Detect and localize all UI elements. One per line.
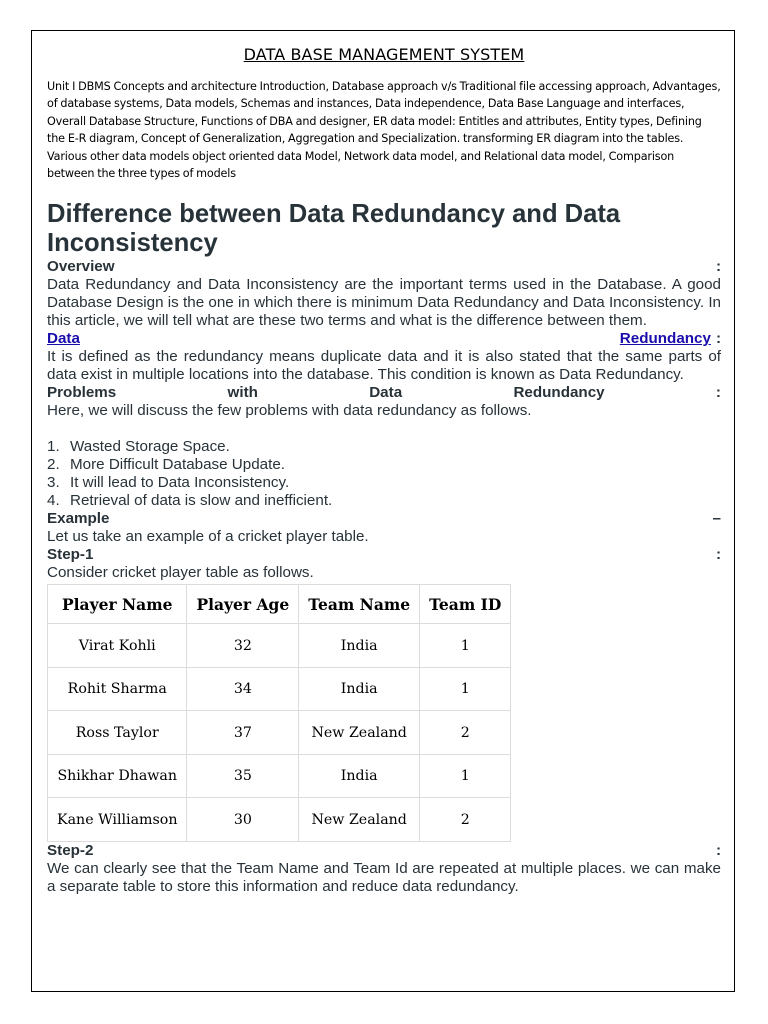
table-row (48, 711, 511, 755)
list-item: 4. Retrieval of data is slow and inefficient. (47, 492, 333, 510)
example-heading-suffix: – (712, 510, 721, 528)
table-cell: 35 (187, 754, 299, 798)
overview-heading-label: Overview (47, 258, 115, 276)
page-content (47, 31, 721, 896)
problems-heading-word: Problems (47, 384, 117, 402)
table-cell: 1 (420, 754, 511, 798)
problems-heading-word: Redundancy (513, 384, 605, 402)
example-text: Let us take an example of a cricket player table. (47, 528, 369, 546)
table-cell: Rohit Sharma (48, 667, 187, 711)
column-header: Player Age (187, 585, 299, 624)
overview-heading (47, 258, 721, 276)
table-row (48, 754, 511, 798)
table-cell: 32 (187, 624, 299, 668)
problems-list (47, 438, 721, 510)
table-row (48, 667, 511, 711)
column-header: Team Name (299, 585, 420, 624)
problems-heading-word: Data (369, 384, 403, 402)
table-cell: Kane Williamson (48, 798, 187, 842)
example-heading (47, 510, 721, 528)
table-cell: India (299, 667, 420, 711)
list-item: 2. More Difficult Database Update. (47, 456, 285, 474)
list-item: 3. It will lead to Data Inconsistency. (47, 474, 290, 492)
example-heading-label: Example (47, 510, 110, 528)
step2-heading (47, 842, 721, 860)
problems-heading-suffix: : (715, 384, 721, 402)
step1-heading (47, 546, 721, 564)
problems-intro: Here, we will discuss the few problems with data redundancy as follows. (47, 402, 532, 420)
table-cell: India (299, 754, 420, 798)
step1-heading-label: Step-1 (47, 546, 94, 564)
list-item: 1. Wasted Storage Space. (47, 438, 230, 456)
table-row (48, 624, 511, 668)
step2-heading-label: Step-2 (47, 841, 94, 859)
document-title: DATA BASE MANAGEMENT SYSTEM (243, 45, 525, 64)
data-redundancy-heading (47, 330, 721, 348)
table-cell: 2 (420, 798, 511, 842)
overview-heading-suffix: : (715, 258, 721, 276)
data-redundancy-link-word: Redundancy (619, 330, 711, 348)
data-redundancy-suffix: : (715, 330, 721, 348)
problems-heading-word: with (227, 384, 258, 402)
table-header-row (48, 585, 511, 624)
data-redundancy-link[interactable] (47, 330, 711, 348)
article-title: Difference between Data Redundancy and Data Inconsistency (47, 200, 621, 258)
cricket-player-table (47, 584, 511, 842)
step1-heading-suffix: : (715, 546, 721, 564)
table-cell: New Zealand (299, 711, 420, 755)
document-page (31, 30, 735, 992)
syllabus-text: Unit I DBMS Concepts and architecture Introduction, Database approach v/s Traditional file accessing approach, Advantages, of database systems, Data models, Schemas and instances, Data independence, Data Base Language and interfaces, Overall Database Structure, Functions of DBA and designer, ER data model: Entitles and attributes, Entity types, Defining the E-R diagram, Concept of Generalization, Aggregation and Specialization. transforming ER diagram into the tables. Various other data models object oriented data Model, Network data model, and Relational data model, Comparison between the three types of models (47, 80, 721, 181)
data-redundancy-text: It is defined as the redundancy means duplicate data and it is also stated that the same parts of data exist in multiple locations into the database. This condition is known as Data Redundancy. (47, 348, 721, 384)
column-header: Team ID (420, 585, 511, 624)
step1-text: Consider cricket player table as follows. (47, 564, 314, 582)
data-redundancy-link-word: Data (47, 330, 80, 348)
table-cell: India (299, 624, 420, 668)
step2-heading-suffix: : (715, 841, 721, 859)
table-cell: 30 (187, 798, 299, 842)
column-header: Player Name (48, 585, 187, 624)
table-cell: Ross Taylor (48, 711, 187, 755)
table-cell: New Zealand (299, 798, 420, 842)
table-cell: 34 (187, 667, 299, 711)
table-cell: 1 (420, 667, 511, 711)
table-cell: Virat Kohli (48, 624, 187, 668)
step2-text: We can clearly see that the Team Name and Team Id are repeated at multiple places. we can make a separate table to store this information and reduce data redundancy. (47, 859, 721, 895)
table-cell: 2 (420, 711, 511, 755)
overview-text: Data Redundancy and Data Inconsistency are the important terms used in the Database. A good Database Design is the one in which there is minimum Data Redundancy and Data Inconsistency. In this article, we will tell what are these two terms and what is the difference between them. (47, 276, 721, 330)
problems-heading (47, 384, 721, 402)
table-cell: 37 (187, 711, 299, 755)
table-cell: 1 (420, 624, 511, 668)
table-cell: Shikhar Dhawan (48, 754, 187, 798)
table-row (48, 798, 511, 842)
